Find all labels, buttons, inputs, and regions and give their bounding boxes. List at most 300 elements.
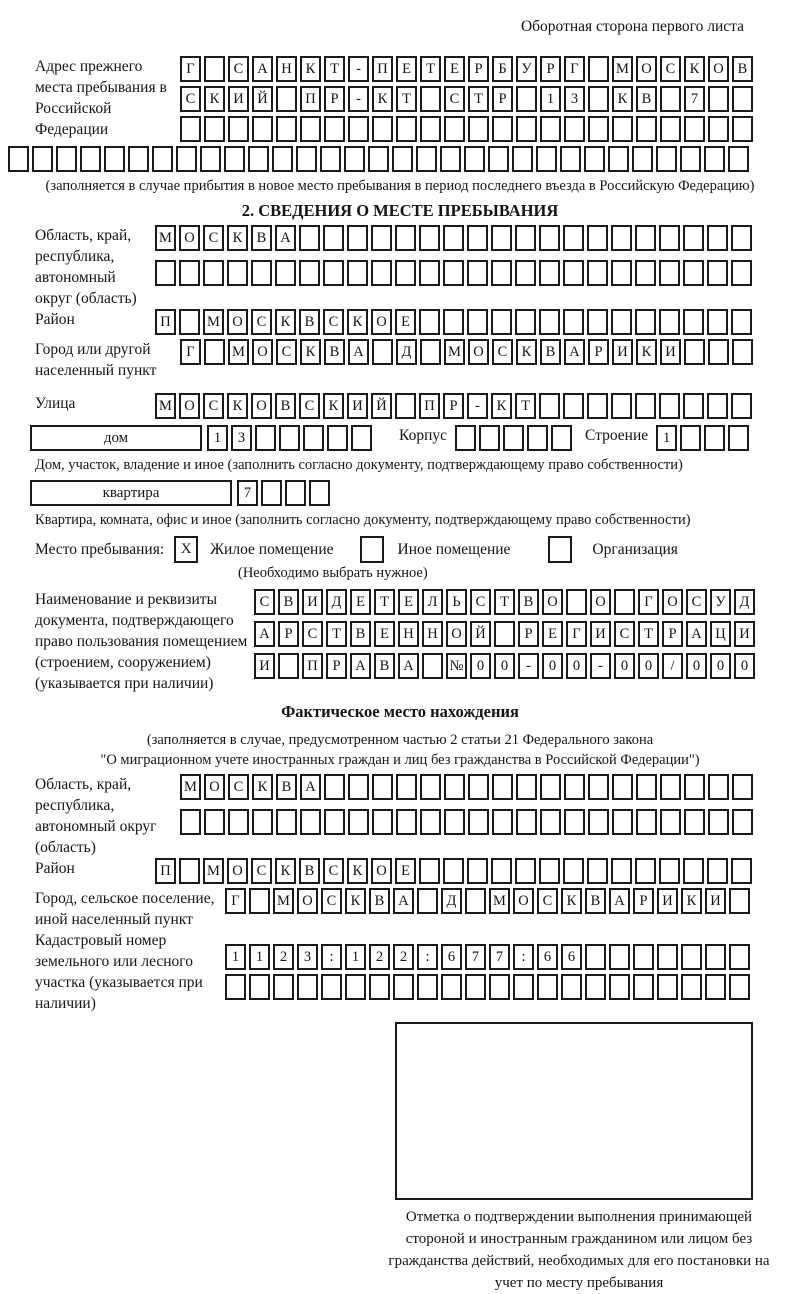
char-cell [729, 888, 750, 914]
char-cell: С [203, 225, 224, 251]
char-cell [227, 260, 248, 286]
char-cell: В [299, 858, 320, 884]
char-cell: 1 [345, 944, 366, 970]
char-cell: М [155, 393, 176, 419]
char-cell [588, 116, 609, 142]
char-cell [515, 858, 536, 884]
char-cell [611, 309, 632, 335]
char-cell: - [467, 393, 488, 419]
char-cell [419, 858, 440, 884]
char-cell [731, 309, 752, 335]
char-cell [285, 480, 306, 506]
house-box: дом [30, 425, 202, 451]
char-cell [255, 425, 276, 451]
grid-row [254, 653, 758, 679]
char-cell: А [254, 621, 275, 647]
char-cell [636, 116, 657, 142]
char-cell [707, 393, 728, 419]
char-cell: Й [371, 393, 392, 419]
checkbox-zhiloe: X [174, 536, 198, 563]
char-cell [467, 309, 488, 335]
char-cell [561, 974, 582, 1000]
char-cell: : [417, 944, 438, 970]
char-cell [611, 260, 632, 286]
grid-row [254, 589, 758, 615]
char-cell [705, 974, 726, 1000]
char-cell [396, 809, 417, 835]
char-cell: И [660, 339, 681, 365]
char-cell [372, 809, 393, 835]
char-cell: Т [374, 589, 395, 615]
char-cell [488, 146, 509, 172]
char-cell: 0 [614, 653, 635, 679]
char-cell: Е [398, 589, 419, 615]
char-cell [371, 260, 392, 286]
char-cell [465, 974, 486, 1000]
char-cell: 1 [249, 944, 270, 970]
char-cell [56, 146, 77, 172]
char-cell [515, 260, 536, 286]
char-cell: И [734, 621, 755, 647]
char-cell: А [609, 888, 630, 914]
char-cell [492, 809, 513, 835]
char-cell: В [278, 589, 299, 615]
char-cell [732, 86, 753, 112]
char-cell [491, 260, 512, 286]
char-cell: Р [443, 393, 464, 419]
char-cell: А [300, 774, 321, 800]
char-cell [609, 944, 630, 970]
char-cell: К [275, 858, 296, 884]
char-cell: К [347, 309, 368, 335]
fact-district-block [0, 858, 800, 888]
char-cell [299, 260, 320, 286]
korpus-label: Корпус [399, 427, 447, 444]
char-cell: 0 [686, 653, 707, 679]
char-cell: Т [638, 621, 659, 647]
confirmation-mark-note: Отметка о подтверждении выполнения принимающей стороной и иностранным гражданином или лицом без гражданства действий, необходимых для его постановки на учет по месту пребывания [388, 1209, 770, 1291]
char-cell: К [684, 56, 705, 82]
char-cell: Г [566, 621, 587, 647]
char-cell [492, 774, 513, 800]
fact-region-block [0, 774, 800, 858]
char-cell: В [369, 888, 390, 914]
char-cell: К [227, 393, 248, 419]
char-cell [204, 339, 225, 365]
char-cell [152, 146, 173, 172]
district-block [0, 309, 800, 339]
char-cell [708, 809, 729, 835]
char-cell [228, 116, 249, 142]
char-cell: 6 [537, 944, 558, 970]
char-cell: Л [422, 589, 443, 615]
char-cell: С [251, 309, 272, 335]
char-cell: В [374, 653, 395, 679]
char-cell [420, 774, 441, 800]
char-cell [612, 774, 633, 800]
char-cell: Г [225, 888, 246, 914]
checkbox-organizaciya [548, 536, 572, 563]
cadastral-block [0, 930, 800, 1014]
char-cell [708, 774, 729, 800]
char-cell [635, 260, 656, 286]
char-cell: Т [494, 589, 515, 615]
prev-address-label: Адрес прежнего места пребывания в Российской Федерации [35, 58, 167, 138]
char-cell [564, 774, 585, 800]
char-cell [566, 589, 587, 615]
char-cell [323, 225, 344, 251]
char-cell: К [227, 225, 248, 251]
char-cell: С [323, 309, 344, 335]
fact-district-label: Район [35, 860, 75, 877]
char-cell: С [254, 589, 275, 615]
char-cell: К [252, 774, 273, 800]
char-cell [684, 774, 705, 800]
char-cell [660, 809, 681, 835]
char-cell [705, 944, 726, 970]
char-cell [539, 309, 560, 335]
char-cell [300, 116, 321, 142]
char-cell: Т [324, 56, 345, 82]
char-cell: Р [324, 86, 345, 112]
char-cell [104, 146, 125, 172]
char-cell [537, 974, 558, 1000]
char-cell: О [227, 309, 248, 335]
char-cell: Р [468, 56, 489, 82]
char-cell: Г [180, 339, 201, 365]
char-cell: К [275, 309, 296, 335]
char-cell [707, 260, 728, 286]
char-cell [684, 339, 705, 365]
char-cell: А [393, 888, 414, 914]
char-cell: О [468, 339, 489, 365]
char-cell: К [300, 56, 321, 82]
fact-city-label: Город, сельское поселение, иной населенный пункт [35, 890, 215, 928]
char-cell [279, 425, 300, 451]
char-cell [704, 425, 725, 451]
char-cell [516, 86, 537, 112]
char-cell: - [590, 653, 611, 679]
char-cell: 0 [542, 653, 563, 679]
char-cell [588, 56, 609, 82]
char-cell: 0 [710, 653, 731, 679]
char-cell: Т [420, 56, 441, 82]
char-cell: 2 [273, 944, 294, 970]
char-cell: К [204, 86, 225, 112]
char-cell: П [302, 653, 323, 679]
char-cell: В [275, 393, 296, 419]
char-cell [708, 116, 729, 142]
char-cell [587, 225, 608, 251]
grid-row [225, 974, 753, 1000]
char-cell [419, 260, 440, 286]
char-cell [681, 944, 702, 970]
char-cell: О [252, 339, 273, 365]
char-cell [659, 260, 680, 286]
grid-row [155, 858, 755, 884]
grid-row [180, 339, 756, 365]
char-cell [204, 809, 225, 835]
char-cell: 0 [734, 653, 755, 679]
apartment-note: Квартира, комната, офис и иное (заполнить согласно документу, подтверждающему право собственности) [35, 512, 691, 528]
char-cell: В [324, 339, 345, 365]
char-cell: В [299, 309, 320, 335]
char-cell: / [662, 653, 683, 679]
char-cell: М [203, 309, 224, 335]
char-cell [225, 974, 246, 1000]
char-cell: К [561, 888, 582, 914]
city-block [0, 339, 800, 381]
char-cell [396, 116, 417, 142]
section2-title: 2. СВЕДЕНИЯ О МЕСТЕ ПРЕБЫВАНИЯ [241, 201, 559, 220]
grid-row [155, 225, 755, 251]
char-cell [680, 146, 701, 172]
region-block [0, 225, 800, 309]
region-label: Область, край, республика, автономный округ (область) [35, 227, 137, 307]
char-cell [585, 974, 606, 1000]
char-cell: С [251, 858, 272, 884]
char-cell [660, 116, 681, 142]
char-cell: О [251, 393, 272, 419]
char-cell: 2 [393, 944, 414, 970]
char-cell [683, 309, 704, 335]
char-cell: О [662, 589, 683, 615]
char-cell: 0 [494, 653, 515, 679]
char-cell [584, 146, 605, 172]
char-cell: К [681, 888, 702, 914]
char-cell [516, 809, 537, 835]
char-cell: У [710, 589, 731, 615]
char-cell: О [179, 393, 200, 419]
stay-option-zhiloe-label: Жилое помещение [210, 541, 334, 558]
char-cell [680, 425, 701, 451]
char-cell: В [251, 225, 272, 251]
char-cell: Г [180, 56, 201, 82]
char-cell: А [350, 653, 371, 679]
char-cell [248, 146, 269, 172]
char-cell [683, 225, 704, 251]
char-cell: Р [633, 888, 654, 914]
char-cell [321, 974, 342, 1000]
char-cell [416, 146, 437, 172]
char-cell: Р [518, 621, 539, 647]
char-cell [179, 260, 200, 286]
char-cell: 7 [465, 944, 486, 970]
char-cell [539, 858, 560, 884]
char-cell [395, 225, 416, 251]
char-cell [563, 225, 584, 251]
stay-option-inoe-label: Иное помещение [397, 541, 511, 558]
char-cell [732, 809, 753, 835]
char-cell: 7 [237, 480, 258, 506]
char-cell [636, 774, 657, 800]
char-cell: - [348, 56, 369, 82]
char-cell: Г [564, 56, 585, 82]
char-cell: Ц [710, 621, 731, 647]
char-cell [200, 146, 221, 172]
char-cell [704, 146, 725, 172]
char-cell: С [228, 774, 249, 800]
cadastral-grid [225, 944, 753, 1004]
char-cell [635, 393, 656, 419]
char-cell: И [657, 888, 678, 914]
char-cell: П [372, 56, 393, 82]
char-cell: Е [542, 621, 563, 647]
char-cell: : [321, 944, 342, 970]
char-cell [539, 393, 560, 419]
char-cell: К [636, 339, 657, 365]
char-cell [540, 774, 561, 800]
char-cell [323, 260, 344, 286]
apartment-box: квартира [30, 480, 232, 506]
char-cell [683, 260, 704, 286]
char-cell [683, 393, 704, 419]
char-cell [176, 146, 197, 172]
char-cell: Ь [446, 589, 467, 615]
char-cell [468, 809, 489, 835]
char-cell [324, 809, 345, 835]
char-cell: Р [492, 86, 513, 112]
char-cell [585, 944, 606, 970]
char-cell: О [371, 309, 392, 335]
char-cell [180, 116, 201, 142]
char-cell: И [590, 621, 611, 647]
char-cell [612, 116, 633, 142]
char-cell: 1 [225, 944, 246, 970]
char-cell [179, 858, 200, 884]
street-block [0, 393, 800, 423]
char-cell: Е [396, 56, 417, 82]
street-label: Улица [35, 395, 76, 412]
grid-row [225, 888, 753, 914]
char-cell: 6 [561, 944, 582, 970]
char-cell [563, 858, 584, 884]
char-cell [443, 260, 464, 286]
grid-row-full-width [0, 146, 800, 172]
char-cell [420, 86, 441, 112]
char-cell [180, 809, 201, 835]
char-cell: П [419, 393, 440, 419]
char-cell [611, 858, 632, 884]
char-cell [563, 393, 584, 419]
char-cell [464, 146, 485, 172]
char-cell [489, 974, 510, 1000]
char-cell [276, 809, 297, 835]
char-cell [422, 653, 443, 679]
fact-region-grid [180, 774, 756, 839]
char-cell: С [323, 858, 344, 884]
char-cell: И [228, 86, 249, 112]
char-cell: Р [662, 621, 683, 647]
char-cell: В [585, 888, 606, 914]
char-cell [371, 225, 392, 251]
char-cell: Й [252, 86, 273, 112]
char-cell: О [179, 225, 200, 251]
actual-location-title: Фактическое место нахождения [281, 702, 519, 721]
char-cell: М [203, 858, 224, 884]
char-cell [179, 309, 200, 335]
char-cell [80, 146, 101, 172]
char-cell [347, 225, 368, 251]
char-cell [372, 774, 393, 800]
char-cell [443, 858, 464, 884]
char-cell: 3 [231, 425, 252, 451]
char-cell [657, 974, 678, 1000]
stay-type-note: (Необходимо выбрать нужное) [238, 565, 428, 581]
grid-row [237, 480, 333, 506]
char-cell: И [612, 339, 633, 365]
char-cell: К [345, 888, 366, 914]
char-cell [633, 974, 654, 1000]
char-cell: С [228, 56, 249, 82]
char-cell: А [275, 225, 296, 251]
char-cell [467, 225, 488, 251]
char-cell: О [590, 589, 611, 615]
char-cell [395, 260, 416, 286]
char-cell: А [398, 653, 419, 679]
char-cell [467, 858, 488, 884]
char-cell [443, 309, 464, 335]
char-cell [551, 425, 572, 451]
grid-row [155, 309, 755, 335]
char-cell [707, 309, 728, 335]
char-cell: Д [396, 339, 417, 365]
char-cell [372, 116, 393, 142]
char-cell [443, 225, 464, 251]
stroenie-label: Строение [585, 427, 649, 444]
char-cell: 3 [297, 944, 318, 970]
char-cell: 0 [566, 653, 587, 679]
stay-option-organizaciya-label: Организация [592, 541, 678, 558]
char-cell [228, 809, 249, 835]
actual-location-note-1: (заполняется в случае, предусмотренном частью 2 статьи 21 Федерального закона [146, 732, 654, 748]
char-cell [417, 974, 438, 1000]
char-cell: М [228, 339, 249, 365]
char-cell [417, 888, 438, 914]
char-cell: Е [350, 589, 371, 615]
char-cell [587, 309, 608, 335]
char-cell: Е [395, 858, 416, 884]
char-cell [441, 974, 462, 1000]
char-cell: С [537, 888, 558, 914]
char-cell [588, 809, 609, 835]
char-cell [249, 974, 270, 1000]
char-cell [527, 425, 548, 451]
grid-row [207, 425, 375, 451]
prev-address-grid [180, 56, 756, 146]
char-cell [515, 225, 536, 251]
char-cell [729, 944, 750, 970]
char-cell [128, 146, 149, 172]
char-cell [444, 774, 465, 800]
char-cell [273, 974, 294, 1000]
char-cell: И [254, 653, 275, 679]
char-cell: У [516, 56, 537, 82]
stay-type-row [0, 536, 800, 563]
grid-row [155, 393, 755, 419]
char-cell: С [660, 56, 681, 82]
char-cell: Н [276, 56, 297, 82]
region-grid [155, 225, 755, 290]
char-cell [611, 393, 632, 419]
char-cell: Б [492, 56, 513, 82]
char-cell [563, 260, 584, 286]
grid-row [180, 809, 756, 835]
char-cell [683, 858, 704, 884]
char-cell [444, 116, 465, 142]
char-cell [656, 146, 677, 172]
char-cell: М [155, 225, 176, 251]
